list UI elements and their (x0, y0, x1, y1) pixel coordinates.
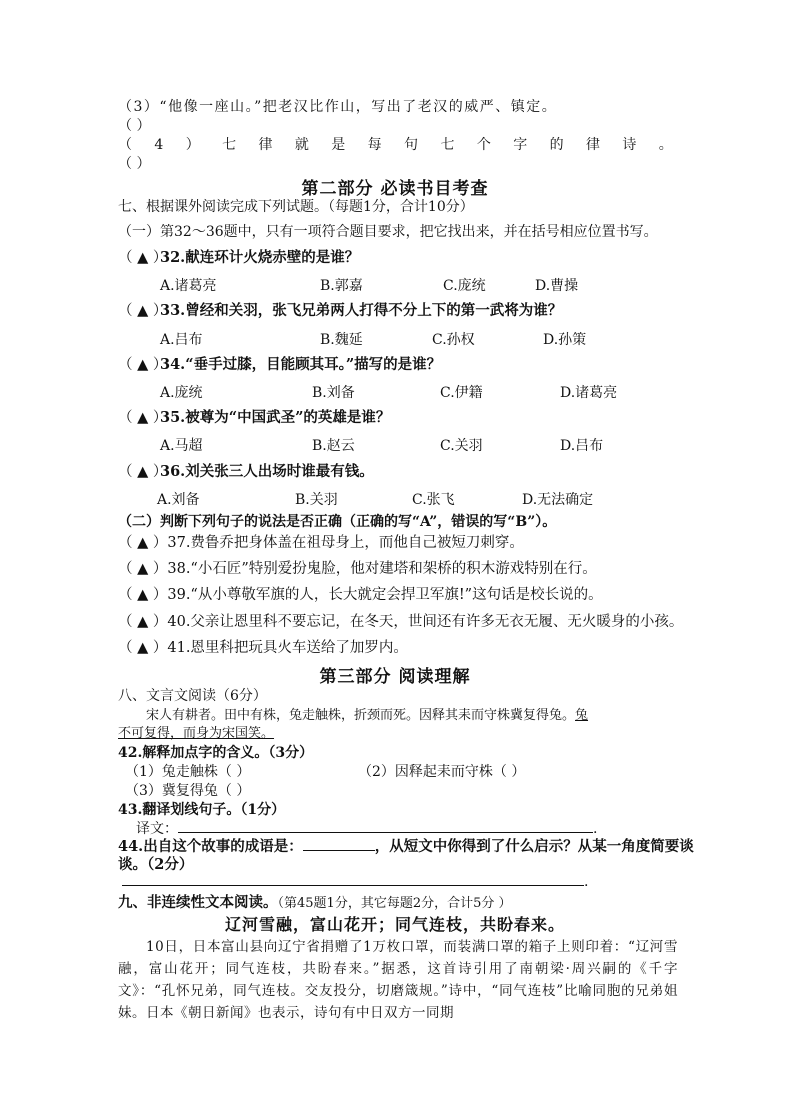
answer-mark: （ ▲ ） (118, 250, 168, 266)
question-stem: 33.曾经和关羽，张飞兄弟两人打得不分上下的第一武将为谁？ (160, 302, 563, 319)
item4-char: 是 (331, 137, 346, 153)
tf-37: （ ▲ ）37.费鲁乔把身体盖在祖母身上，而他自己被短刀刺穿。 (118, 535, 524, 551)
option-b: B.刘备 (312, 385, 355, 401)
option-d: D.诸葛亮 (560, 385, 618, 401)
option-d: D.孙策 (543, 332, 587, 348)
item4-char: 句 (404, 137, 419, 153)
answer-paren-4: （ ） (118, 156, 151, 172)
mcq-34 (118, 355, 441, 375)
option-c: C.庞统 (443, 278, 486, 294)
option-a: A.刘备 (157, 492, 200, 508)
option-a: A.诸葛亮 (160, 278, 217, 294)
subsection1-title: （一）第32～36题中，只有一项符合题目要求，把它找出来，并在括号相应位置书写。 (118, 224, 658, 240)
item4-char: 七 (440, 137, 455, 153)
item4-char: ） (185, 137, 200, 153)
option-d: D.曹操 (535, 278, 579, 294)
section9-heading: 九、非连续性文本阅读。 (118, 894, 278, 911)
question-42: 42.解释加点字的含义。（3分） (118, 745, 314, 761)
answer-paren-3: （ ） (118, 118, 151, 134)
item4-char: 七 (222, 137, 237, 153)
q44-text-2: ，从短文中你得到了什么启示？从某一角度简要谈 (374, 838, 694, 855)
tf-40: （ ▲ ）40.父亲让恩里科不要忘记，在冬天，世间还有许多无衣无履、无火暖身的小孩。 (118, 614, 684, 630)
item4-char: 字 (513, 137, 528, 153)
section9-title (118, 893, 512, 914)
question-stem: 35.被尊为“中国武圣”的英雄是谁？ (160, 409, 391, 426)
option-b: B.魏延 (320, 332, 363, 348)
q42-item-1: （1）兔走触株（ ） (125, 764, 251, 780)
judge-item-3: （3）“他像一座山。”把老汉比作山，写出了老汉的威严、镇定。 (118, 99, 558, 115)
translation-blank[interactable] (178, 818, 593, 833)
question-stem: 36.刘关张三人出场时谁最有钱。 (160, 463, 374, 480)
mcq-32 (118, 248, 359, 268)
idiom-blank[interactable] (303, 836, 375, 851)
option-b: B.郭嘉 (320, 278, 363, 294)
question-44-line1 (118, 836, 694, 857)
mcq-33 (118, 301, 562, 321)
option-d: D.吕布 (560, 438, 604, 454)
section9-score-note: （第45题1分，其它每题2分，合计5分 ） (277, 896, 512, 911)
q43-answer-line: 译文： . (136, 818, 597, 839)
judge-item-4 (118, 135, 673, 155)
item4-char: 就 (294, 137, 309, 153)
item4-char: 每 (367, 137, 382, 153)
mcq-35 (118, 408, 390, 428)
question-stem: 34.“垂手过膝，目能顾其耳。”描写的是谁？ (160, 356, 442, 373)
option-b: B.赵云 (312, 438, 355, 454)
passage-text: 宋人有耕者。田中有株，兔走触株，折颈而死。因释其耒而守株冀复得兔。 (146, 708, 576, 723)
question-44-line2: 谈。（2分） (118, 856, 194, 873)
article-body: 10日，日本富山县向辽宁省捐赠了1万枚口罩，而装满口罩的箱子上则印着：“辽河雪融，富山花开；同气连枝，共盼春来。”据悉，这首诗引用了南朝梁·周兴嗣的《千字文》：“孔怀兄弟，同气连枝。交友投分，切磨箴规。”诗中，“同气连枝”比喻同胞的兄弟姐妹。日本《朝日新闻》也表示，诗句有中日双方一同期 (118, 939, 678, 1021)
item4-char: 律 (258, 137, 273, 153)
item4-char: 4 (154, 137, 164, 153)
option-c: C.关羽 (440, 438, 483, 454)
item4-char: （ (118, 137, 132, 153)
answer-mark: （ ▲ ） (118, 357, 168, 373)
item4-char: 律 (586, 137, 600, 153)
q44-text-1: 44.出自这个故事的成语是： (118, 838, 303, 855)
answer-mark: （ ▲ ） (118, 464, 168, 480)
option-c: C.伊籍 (440, 385, 483, 401)
classical-passage-line1 (118, 706, 588, 726)
answer-mark: （ ▲ ） (118, 303, 168, 319)
answer-mark: （ ▲ ） (118, 410, 168, 426)
question-stem: 32.献连环计火烧赤壁的是谁？ (160, 249, 360, 266)
underlined-sentence-start: 兔 (575, 708, 589, 723)
part2-title: 第二部分 必读书目考查 (301, 179, 489, 199)
q42-item-3: （3）冀复得兔（ ） (125, 783, 251, 799)
section7-title: 七、根据课外阅读完成下列试题。（每题1分，合计10分） (118, 199, 474, 215)
item4-char: 的 (549, 137, 564, 153)
option-a: A.马超 (160, 438, 203, 454)
item4-char: 个 (476, 137, 491, 153)
option-d: D.无法确定 (522, 492, 594, 508)
section8-title: 八、文言文阅读（6分） (118, 688, 267, 704)
item4-char: 。 (658, 137, 673, 153)
option-c: C.孙权 (432, 332, 475, 348)
item4-char: 诗 (622, 137, 637, 153)
tf-39: （ ▲ ）39.“从小尊敬军旗的人，长大就定会捍卫军旗!”这句话是校长说的。 (118, 587, 603, 603)
classical-passage-line2: 不可复得，而身为宋国笑。 (118, 726, 275, 741)
option-a: A.庞统 (160, 385, 203, 401)
q42-item-2: （2）因释起耒而守株（ ） (358, 764, 526, 780)
subsection2-title: （二）判断下列句子的说法是否正确（正确的写“A”，错误的写“B”）。 (118, 514, 557, 530)
article-title: 辽河雪融，富山花开；同气连枝，共盼春来。 (224, 915, 565, 934)
question-43: 43.翻译划线句子。（1分） (118, 802, 286, 818)
q44-answer-line: . (122, 871, 588, 892)
option-c: C.张飞 (412, 492, 455, 508)
option-a: A.吕布 (160, 332, 203, 348)
mcq-36 (118, 462, 374, 482)
tf-38: （ ▲ ）38.“小石匠”特别爱扮鬼脸，他对建塔和架桥的积木游戏特别在行。 (118, 561, 597, 577)
q44-answer-blank[interactable] (122, 871, 584, 886)
translation-label: 译文： (136, 821, 178, 837)
part3-title: 第三部分 阅读理解 (319, 667, 471, 687)
option-b: B.关羽 (295, 492, 338, 508)
tf-41: （ ▲ ）41.恩里科把玩具火车送给了加罗内。 (118, 640, 408, 656)
